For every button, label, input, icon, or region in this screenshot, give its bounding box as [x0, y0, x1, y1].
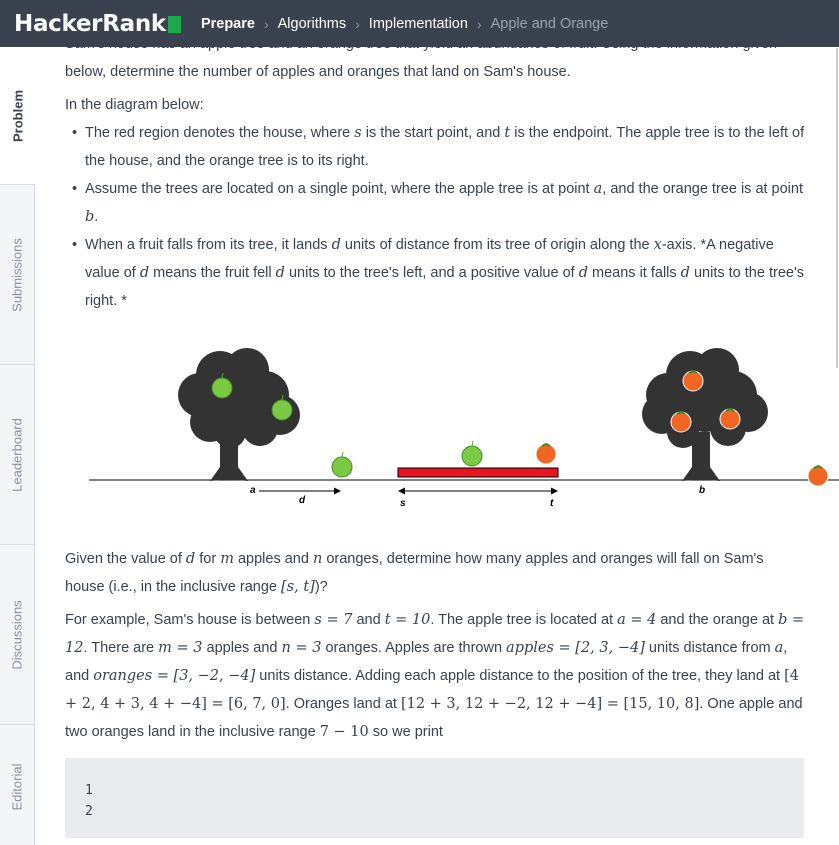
logo-text: HackerRank [14, 10, 166, 37]
apple-icon [462, 441, 482, 466]
house-region [398, 468, 558, 477]
rules-list [65, 119, 805, 315]
tab-submissions-label: Submissions [9, 237, 25, 312]
list-item: • The red region denotes the house, where s is the start point, and t is the endpoint. The apple tree is to the left of the house, and the orange tree is to its right. [65, 119, 805, 175]
list-item: • When a fruit falls from its tree, it lands d units of distance from its tree of origin along the x-axis. *A negative value of d means the fruit fell d units to the tree's left, and a positive value of d means it falls d units to the tree's right. * [65, 231, 805, 315]
apple-icon [332, 452, 352, 477]
orange-icon [683, 371, 703, 391]
output-line: 1 [85, 783, 93, 798]
apple-orange-diagram [65, 340, 839, 520]
orange-tree [642, 348, 768, 481]
problem-details [65, 545, 805, 746]
diagram-lead: In the diagram below: [65, 97, 204, 113]
intro-line: below, determine the number of apples and oranges that land on Sam's house. [65, 64, 571, 80]
breadcrumb-implementation[interactable]: Implementation [368, 15, 468, 32]
output-line: 2 [85, 804, 93, 819]
list-item: • Assume the trees are located on a single point, where the apple tree is at point a, and the orange tree is at point b. [65, 175, 805, 231]
breadcrumb-algorithms[interactable]: Algorithms [277, 15, 347, 32]
tab-problem-label: Problem [10, 89, 25, 142]
label-d: d [299, 495, 306, 506]
orange-icon [671, 412, 691, 432]
orange-icon [536, 444, 556, 464]
chevron-right-icon: › [263, 15, 269, 32]
tab-leaderboard-label: Leaderboard [9, 417, 25, 492]
tab-leaderboard[interactable] [0, 365, 35, 545]
chevron-right-icon: › [476, 15, 482, 32]
tab-submissions[interactable] [0, 185, 35, 365]
vertical-tab-rail [0, 47, 35, 845]
label-a: a [250, 485, 256, 496]
given-paragraph: Given the value of d for m apples and n oranges, determine how many apples and oranges will fall on Sam's house (i.e., in the inclusive range [s, t])? [65, 551, 764, 595]
scrollbar[interactable] [836, 48, 838, 368]
label-s: s [400, 498, 406, 509]
problem-statement [65, 30, 805, 315]
orange-icon [720, 409, 740, 429]
example-paragraph: For example, Sam's house is between s = 7 and t = 10. The apple tree is located at a = 4 and the orange at b = 12. There are m = 3 apples and n = 3 oranges. Apples are thrown apples = [2, 3, −4] units distance from a, and oranges = [3, −2, −4] units distance. Adding each apple distance to the position of the tree, they land at [4 + 2, 4 + 3, 4 + −4] = [6, 7, 0]. Oranges land at [12 + 3, 12 + −2, 12 + −4] = [15, 10, 8]. One apple and two oranges land in the inclusive range 7 − 10 so we print [65, 612, 805, 740]
chevron-right-icon: › [355, 15, 360, 32]
sample-output-block [65, 758, 804, 838]
tab-discussions[interactable] [0, 545, 35, 725]
tab-discussions-label: Discussions [9, 599, 25, 670]
breadcrumb-current: Apple and Orange [490, 15, 609, 32]
orange-icon [808, 466, 828, 486]
logo-block-icon [168, 16, 181, 33]
label-b: b [699, 485, 706, 496]
tab-editorial-label: Editorial [9, 763, 25, 811]
breadcrumb-prepare[interactable]: Prepare [200, 15, 255, 32]
hackerrank-logo[interactable] [14, 11, 181, 37]
tab-problem[interactable] [0, 47, 35, 185]
top-navbar [0, 0, 839, 47]
breadcrumb [201, 16, 608, 32]
label-t: t [550, 498, 554, 509]
tab-editorial[interactable] [0, 725, 35, 845]
